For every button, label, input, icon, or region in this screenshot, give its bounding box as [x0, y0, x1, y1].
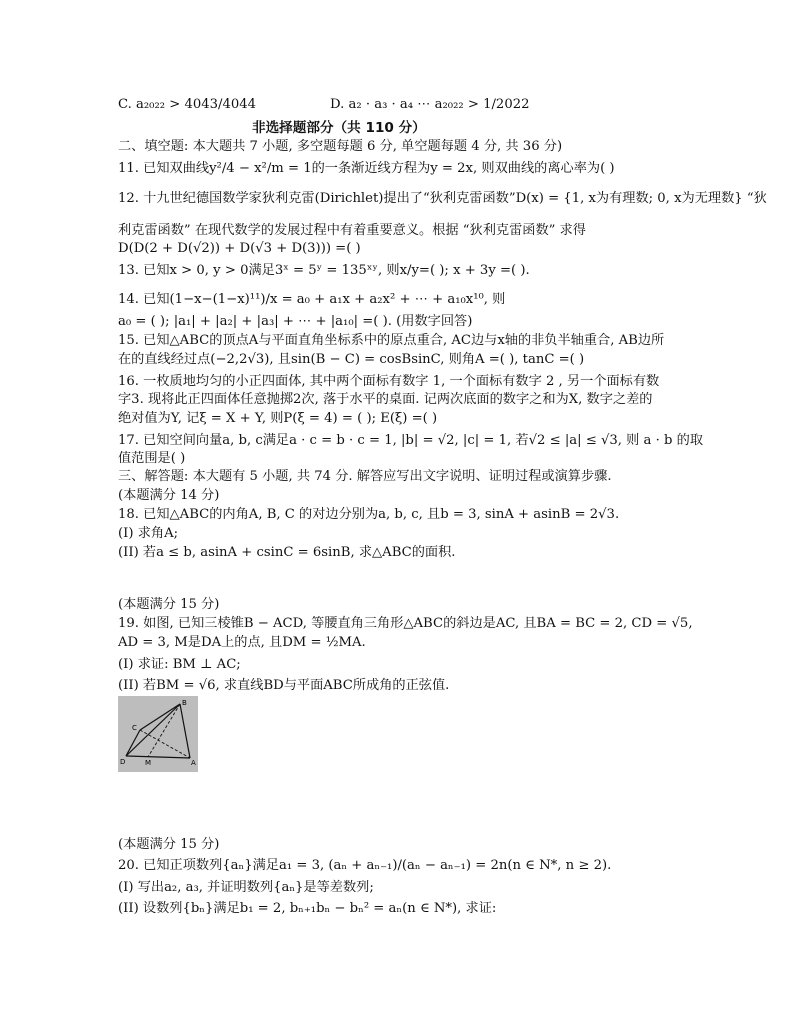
question-16-line-3: 绝对值为Y, 记ξ = X + Y, 则P(ξ = 4) = ( ); E(ξ) =( )	[118, 411, 438, 426]
question-16-line-2: 字3. 现将此正四面体任意抛掷2次, 落于水平的桌面. 记两次底面的数字之和为X, 数字之差的	[118, 392, 653, 407]
question-19-score: (本题满分 15 分)	[118, 597, 220, 612]
question-14-line-1: 14. 已知(1−x−(1−x)¹¹)/x = a₀ + a₁x + a₂x² + ⋯ + a₁₀x¹⁰, 则	[118, 292, 506, 307]
question-20-score: (本题满分 15 分)	[118, 837, 220, 852]
question-17-line-2: 值范围是( )	[118, 451, 186, 466]
question-19-stem-line-2: AD = 3, M是DA上的点, 且DM = ½MA.	[118, 635, 366, 650]
solve-heading: 三、解答题: 本大题有 5 小题, 共 74 分. 解答应写出文字说明、证明过程或演算步骤.	[118, 469, 612, 484]
label-a: A	[191, 759, 196, 767]
question-18-part-2: (II) 若a ≤ b, asinA + csinC = 6sinB, 求△ABC的面积.	[118, 545, 456, 560]
option-d: D. a₂ · a₃ · a₄ ⋯ a₂₀₂₂ > 1/2022	[330, 97, 530, 112]
question-15-line-2: 在的直线经过点(−2,2√3), 且sin(B − C) = cosBsinC, 则角A =( ), tanC =( )	[118, 352, 585, 367]
tetrahedron-diagram	[118, 696, 198, 772]
question-20-part-2: (II) 设数列{bₙ}满足b₁ = 2, bₙ₊₁bₙ − bₙ² = aₙ(n ∈ N*), 求证:	[118, 901, 497, 916]
label-b: B	[182, 699, 187, 707]
fill-in-heading: 二、填空题: 本大题共 7 小题, 多空题每题 6 分, 单空题每题 4 分, 共 36 分)	[118, 139, 563, 154]
section-heading-nonchoice: 非选择题部分（共 110 分）	[252, 120, 426, 136]
question-17-line-1: 17. 已知空间向量a, b, c满足a · c = b · c = 1, |b| = √2, |c| = 1, 若√2 ≤ |a| ≤ √3, 则 a · b 的取	[118, 433, 704, 448]
question-14-line-2: a₀ = ( ); |a₁| + |a₂| + |a₃| + ⋯ + |a₁₀| =( ). (用数字回答)	[118, 314, 473, 329]
question-11: 11. 已知双曲线y²/4 − x²/m = 1的一条渐近线方程为y = 2x, 则双曲线的离心率为( )	[118, 161, 615, 176]
question-20-stem: 20. 已知正项数列{aₙ}满足a₁ = 3, (aₙ + aₙ₋₁)/(aₙ − aₙ₋₁) = 2n(n ∈ N*, n ≥ 2).	[118, 858, 612, 873]
question-18-stem: 18. 已知△ABC的内角A, B, C 的对边分别为a, b, c, 且b = 3, sinA + asinB = 2√3.	[118, 507, 620, 522]
question-16-line-1: 16. 一枚质地均匀的小正四面体, 其中两个面标有数字 1, 一个面标有数字 2 , 另一个面标有数	[118, 374, 660, 389]
question-19-part-2: (II) 若BM = √6, 求直线BD与平面ABC所成角的正弦值.	[118, 678, 450, 693]
label-c: C	[132, 724, 137, 732]
question-19-stem-line-1: 19. 如图, 已知三棱锥B − ACD, 等腰直角三角形△ABC的斜边是AC, 且BA = BC = 2, CD = √5,	[118, 616, 693, 631]
question-18-score: (本题满分 14 分)	[118, 488, 220, 503]
tetrahedron-figure	[118, 696, 198, 772]
option-c: C. a₂₀₂₂ > 4043/4044	[118, 97, 257, 112]
question-12-line-3: D(D(2 + D(√2)) + D(√3 + D(3))) =( )	[118, 241, 361, 256]
label-d: D	[120, 758, 126, 766]
question-12-line-2: 利克雷函数” 在现代数学的发展过程中有着重要意义。根据 “狄利克雷函数” 求得	[118, 223, 586, 238]
question-12-line-1: 12. 十九世纪德国数学家狄利克雷(Dirichlet)提出了“狄利克雷函数”D(x) = {1, x为有理数; 0, x为无理数} “狄	[118, 191, 767, 206]
label-m: M	[145, 759, 152, 767]
question-20-part-1: (I) 写出a₂, a₃, 并证明数列{aₙ}是等差数列;	[118, 880, 374, 895]
question-18-part-1: (I) 求角A;	[118, 526, 179, 541]
question-13: 13. 已知x > 0, y > 0满足3ˣ = 5ʸ = 135ˣʸ, 则x/y=( ); x + 3y =( ).	[118, 263, 530, 278]
question-15-line-1: 15. 已知△ABC的顶点A与平面直角坐标系中的原点重合, AC边与x轴的非负半轴重合, AB边所	[118, 333, 665, 348]
question-19-part-1: (I) 求证: BM ⊥ AC;	[118, 657, 241, 672]
